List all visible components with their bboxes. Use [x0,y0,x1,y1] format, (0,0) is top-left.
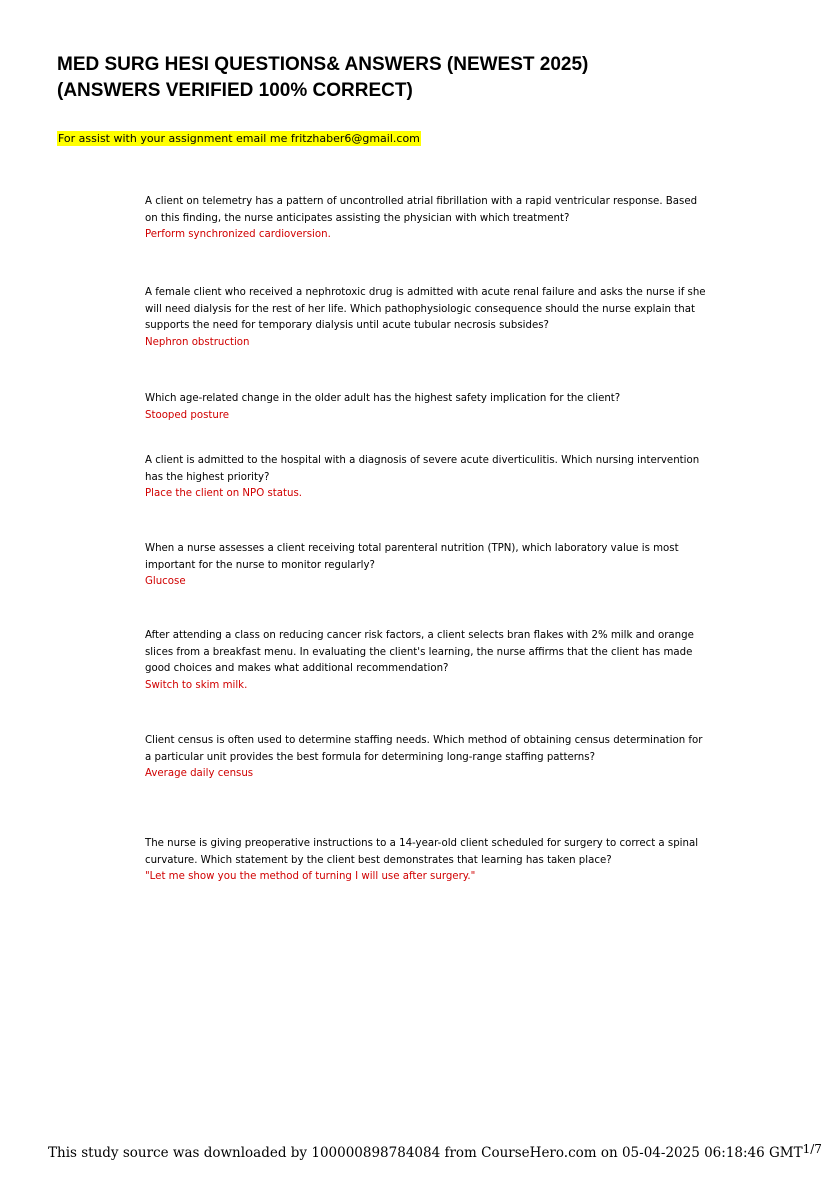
answer-text: Perform synchronized cardioversion. [145,229,331,240]
document-title [57,52,797,104]
question-text: The nurse is giving preoperative instructions to a 14-year-old client scheduled for surgery to correct a spinal curvature. Which statement by the client best demonstrates that learning has taken place? [145,838,699,866]
question-text: When a nurse assesses a client receiving total parenteral nutrition (TPN), which laboratory value is most important for the nurse to monitor regularly? [145,543,679,571]
download-notice: This study source was downloaded by 100000898784084 from CourseHero.com on 05-04-2025 06:18:46 GMT [48,1145,803,1161]
question-text: After attending a class on reducing cancer risk factors, a client selects bran flakes with 2% milk and orange slices from a breakfast menu. In evaluating the client's learning, the nurse affirms that the client has made good choices and makes what additional recommendation? [145,630,694,674]
assist-contact-banner: For assist with your assignment email me fritzhaber6@gmail.com [58,132,420,145]
qa-item-1 [145,194,710,244]
answer-text: "Let me show you the method of turning I will use after surgery." [145,871,476,882]
qa-item-8 [145,836,710,886]
page-number: 1/7 [802,1142,822,1156]
question-text: A client on telemetry has a pattern of uncontrolled atrial fibrillation with a rapid ventricular response. Based on this finding, the nurse anticipates assisting the physician with which treatment? [145,196,698,224]
qa-item-5 [145,541,710,591]
question-text: Which age-related change in the older adult has the highest safety implication for the client? [145,393,621,404]
qa-item-6 [145,628,710,694]
document-title-line-1: MED SURG HESI QUESTIONS& ANSWERS (NEWEST 2025) [57,54,589,75]
download-footer [48,1142,822,1161]
answer-text: Average daily census [145,768,254,779]
question-text: A female client who received a nephrotoxic drug is admitted with acute renal failure and asks the nurse if she will need dialysis for the rest of her life. Which pathophysiologic consequence should the nurse explain that supports the need for temporary dialysis until acute tubular necrosis subsides? [145,287,706,331]
answer-text: Place the client on NPO status. [145,488,302,499]
qa-item-3 [145,391,710,424]
answer-text: Switch to skim milk. [145,679,248,691]
document-title-line-2: (ANSWERS VERIFIED 100% CORRECT) [57,80,413,101]
question-text: A client is admitted to the hospital with a diagnosis of severe acute diverticulitis. Which nursing intervention has the highest priority? [145,455,700,483]
qa-item-2 [145,285,710,351]
answer-text: Glucose [145,576,186,587]
answer-text: Nephron obstruction [145,336,250,348]
qa-item-7 [145,733,710,783]
answer-text: Stooped posture [145,409,230,421]
question-text: Client census is often used to determine staffing needs. Which method of obtaining census determination for a particular unit provides the best formula for determining long-range staffing patterns? [145,735,703,763]
qa-item-4 [145,453,710,503]
